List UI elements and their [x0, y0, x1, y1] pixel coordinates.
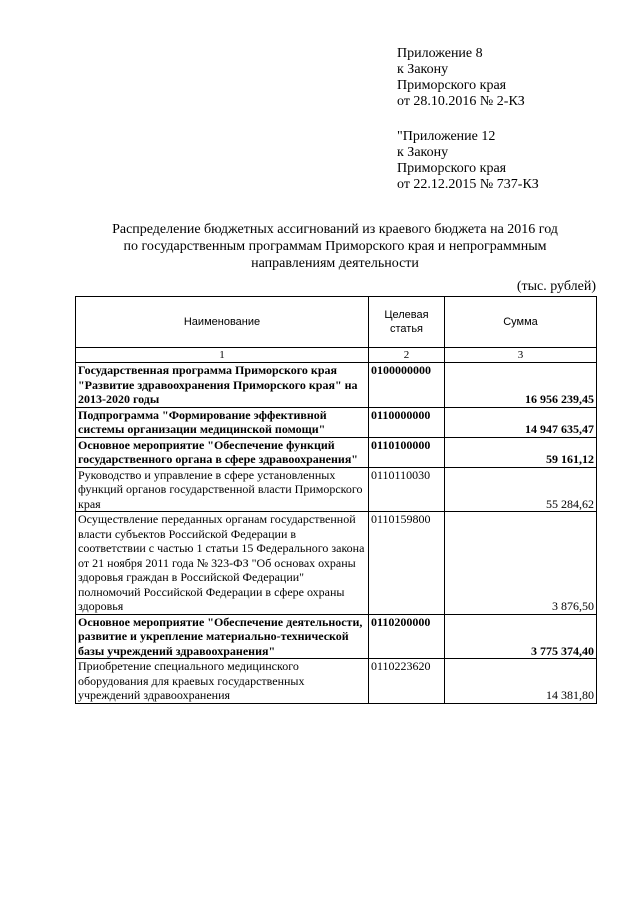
title-line: направлениям деятельности: [251, 256, 419, 271]
column-number-row: [76, 348, 597, 363]
table-row: [76, 614, 597, 659]
table-header-row: [76, 297, 597, 348]
table-row: [76, 512, 597, 615]
table-row: [76, 437, 597, 467]
row-sum: 16 956 239,45: [445, 363, 597, 408]
column-number: 1: [76, 348, 369, 363]
appendix-line: к Закону: [397, 62, 449, 77]
row-name: Основное мероприятие "Обеспечение функций государственного органа в сфере здравоохранения": [76, 437, 369, 467]
document-title: [70, 221, 600, 272]
appendix-line: "Приложение 12: [397, 129, 496, 144]
appendix-line: к Закону: [397, 145, 449, 160]
appendix-line: Приложение 8: [397, 46, 483, 61]
header-name: Наименование: [76, 297, 369, 348]
table-row: [76, 467, 597, 512]
row-name: Приобретение специального медицинского оборудования для краевых государственных учреждений здравоохранения: [76, 659, 369, 704]
column-number: 3: [445, 348, 597, 363]
row-name: Государственная программа Приморского края "Развитие здравоохранения Приморского края" на 2013-2020 годы: [76, 363, 369, 408]
units-label: (тыс. рублей): [516, 279, 596, 294]
header-sum: Сумма: [445, 297, 597, 348]
title-line: по государственным программам Приморского края и непрограммным: [123, 239, 547, 254]
header-code: Целевая статья: [369, 297, 445, 348]
row-name: Осуществление переданных органам государственной власти субъектов Российской Федерации в соответствии с частью 1 статьи 15 Федерального закона от 21 ноября 2011 года № 323-ФЗ "Об основах охраны здоровья граждан в Российской Федерации" полномочий Российской Федерации в сфере охраны здоровья: [76, 512, 369, 615]
appendix-line: Приморского края: [397, 161, 507, 176]
row-name: Основное мероприятие "Обеспечение деятельности, развитие и укрепление материально-технической базы учреждений здравоохранения": [76, 614, 369, 659]
row-sum: 3 876,50: [445, 512, 597, 615]
row-sum: 14 947 635,47: [445, 407, 597, 437]
row-name: Руководство и управление в сфере установленных функций органов государственной власти Приморского края: [76, 467, 369, 512]
row-code: 0110100000: [369, 437, 445, 467]
row-code: 0100000000: [369, 363, 445, 408]
title-line: Распределение бюджетных ассигнований из краевого бюджета на 2016 год: [112, 222, 558, 237]
table-row: [76, 363, 597, 408]
row-name: Подпрограмма "Формирование эффективной системы организации медицинской помощи": [76, 407, 369, 437]
appendix-header: [397, 46, 597, 193]
row-code: 0110000000: [369, 407, 445, 437]
spacer: [397, 110, 597, 129]
row-code: 0110159800: [369, 512, 445, 615]
row-code: 0110110030: [369, 467, 445, 512]
row-sum: 59 161,12: [445, 437, 597, 467]
table-row: [76, 659, 597, 704]
row-sum: 55 284,62: [445, 467, 597, 512]
row-code: 0110200000: [369, 614, 445, 659]
column-number: 2: [369, 348, 445, 363]
table-row: [76, 407, 597, 437]
budget-table: [75, 296, 597, 704]
appendix-line: от 22.12.2015 № 737-КЗ: [397, 177, 539, 192]
appendix-line: от 28.10.2016 № 2-КЗ: [397, 94, 525, 109]
row-code: 0110223620: [369, 659, 445, 704]
appendix-line: Приморского края: [397, 78, 507, 93]
row-sum: 14 381,80: [445, 659, 597, 704]
row-sum: 3 775 374,40: [445, 614, 597, 659]
